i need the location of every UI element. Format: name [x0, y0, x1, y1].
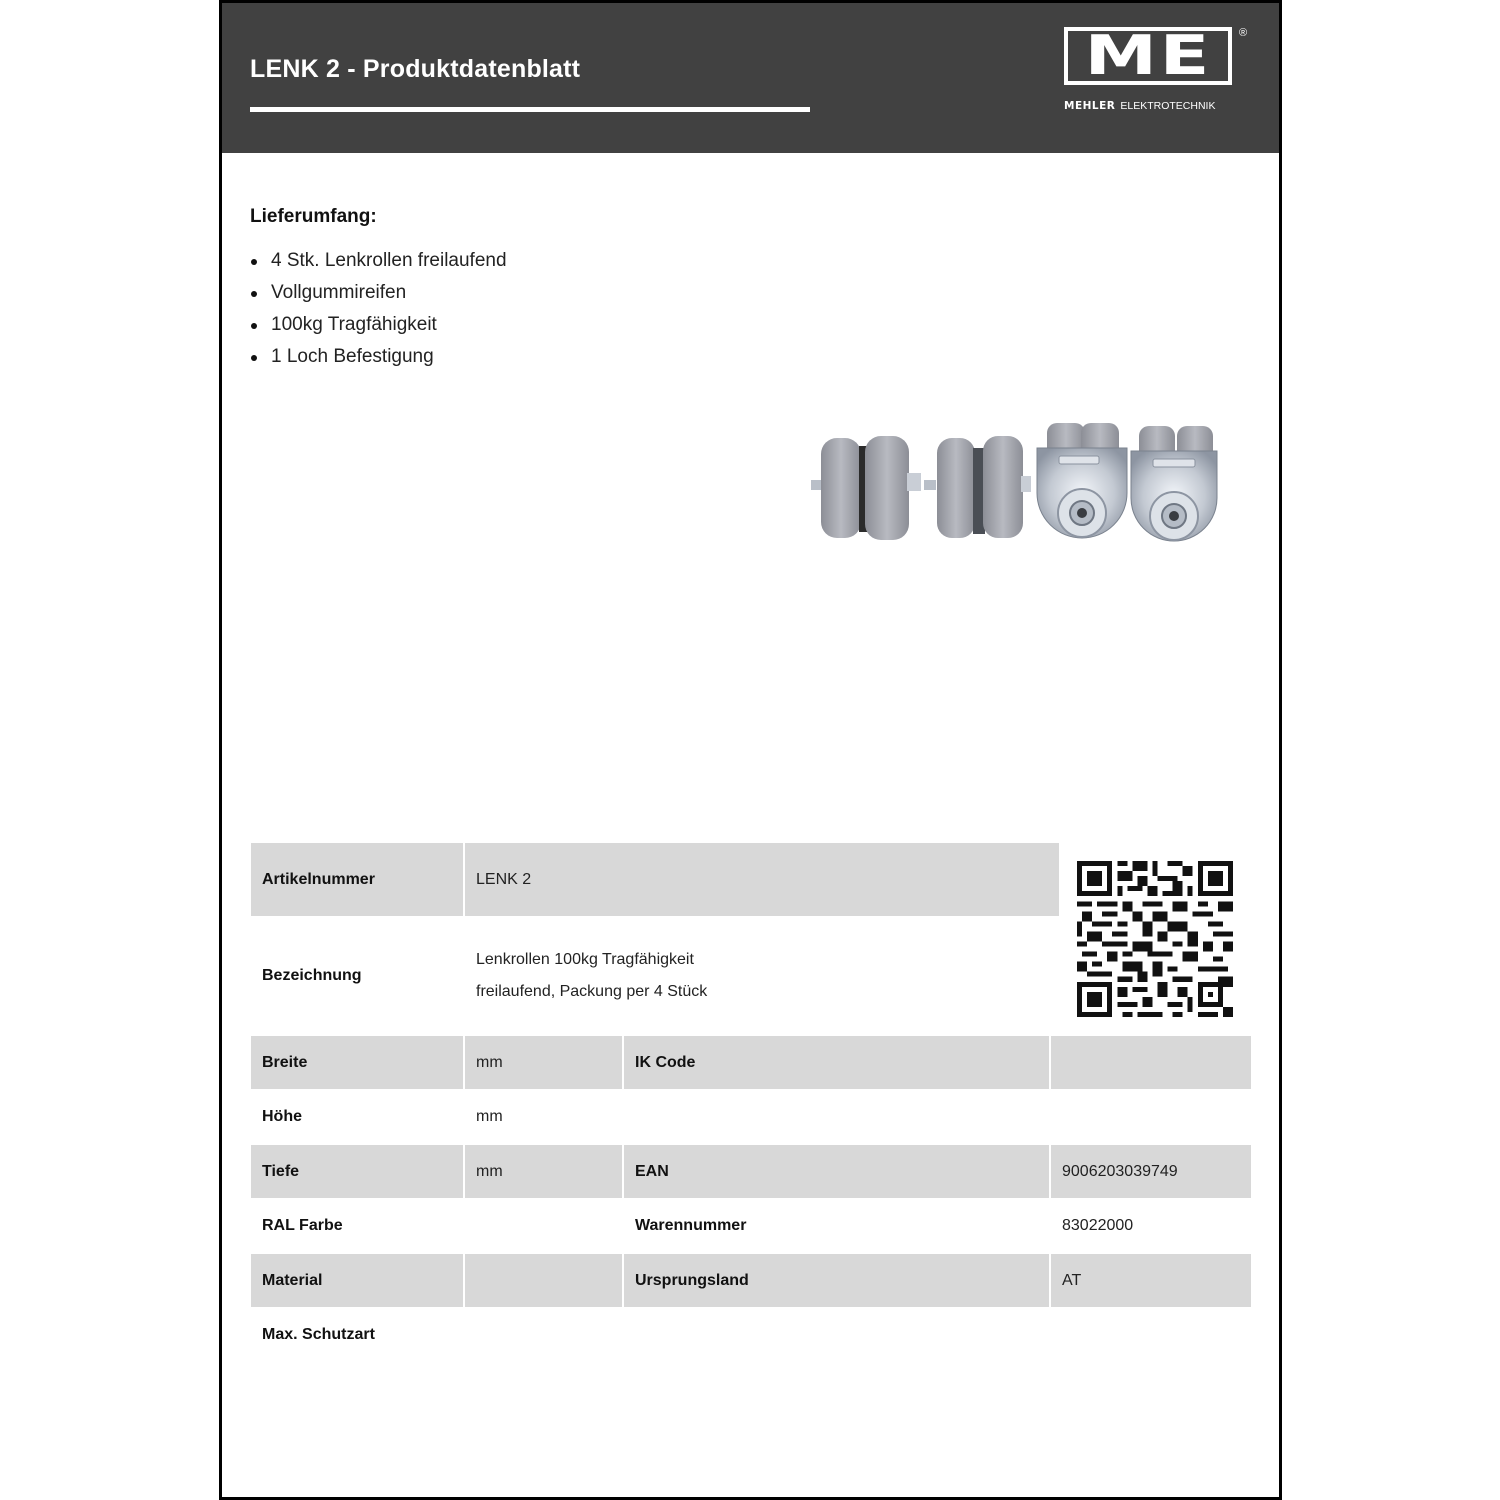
spec-value: mm [465, 1145, 622, 1198]
registered-mark: ® [1239, 27, 1248, 39]
bezeichnung-line-2: freilaufend, Packung per 4 Stück [476, 983, 708, 1000]
spec-row-schutzart [251, 1307, 1251, 1363]
spec-value: 83022000 [1062, 1217, 1134, 1234]
spec-value: mm [476, 1108, 503, 1125]
spec-label: Höhe [262, 1108, 302, 1125]
qr-code[interactable] [1077, 861, 1233, 1017]
product-image [809, 418, 1219, 553]
spec-value: AT [1051, 1254, 1251, 1307]
spec-value [465, 916, 1059, 1036]
title-underline [250, 107, 810, 112]
spec-row-tiefe [251, 1145, 1251, 1198]
brand-light: ELEKTROTECHNIK [1120, 100, 1216, 112]
spec-value [465, 1198, 622, 1254]
spec-row-bezeichnung [251, 916, 1087, 1036]
brand-bold: MEHLER [1064, 100, 1116, 112]
spec-label: Breite [251, 1036, 463, 1089]
scope-item: 4 Stk. Lenkrollen freilaufend [250, 249, 507, 281]
spec-value [1051, 1036, 1251, 1089]
page-title: LENK 2 - Produktdatenblatt [250, 55, 581, 83]
spec-row-material [251, 1254, 1251, 1307]
spec-value [465, 1307, 622, 1363]
spec-value: mm [465, 1036, 622, 1089]
spec-empty [624, 1089, 1049, 1145]
spec-label: Bezeichnung [262, 967, 362, 984]
logo-box [1064, 24, 1232, 87]
logo-brand-text [1064, 100, 1215, 112]
spec-label: IK Code [624, 1036, 1049, 1089]
spec-value: 9006203039749 [1051, 1145, 1251, 1198]
spec-label: RAL Farbe [262, 1217, 343, 1234]
spec-row-ral [251, 1198, 1251, 1254]
scope-heading: Lieferumfang: [250, 206, 377, 227]
scope-list [250, 249, 507, 377]
spec-row-breite [251, 1036, 1251, 1089]
datasheet-page [219, 0, 1282, 1500]
spec-row-artikelnummer [251, 843, 1087, 916]
spec-value [465, 1254, 622, 1307]
scope-item: 1 Loch Befestigung [250, 345, 507, 377]
spec-label: Tiefe [251, 1145, 463, 1198]
spec-label: EAN [624, 1145, 1049, 1198]
spec-label: Warennummer [635, 1217, 747, 1234]
scope-item: 100kg Tragfähigkeit [250, 313, 507, 345]
spec-label: Material [251, 1254, 463, 1307]
spec-empty [1051, 1089, 1251, 1145]
spec-value: LENK 2 [465, 843, 1059, 916]
mehler-logo [1064, 24, 1264, 117]
spec-label: Ursprungsland [624, 1254, 1049, 1307]
spec-row-hoehe [251, 1089, 1251, 1145]
spec-label: Artikelnummer [251, 843, 463, 916]
bezeichnung-line-1: Lenkrollen 100kg Tragfähigkeit [476, 951, 694, 968]
scope-item: Vollgummireifen [250, 281, 507, 313]
logo-letters: ME [1084, 24, 1212, 87]
spec-label: Max. Schutzart [262, 1326, 375, 1343]
header-bar [222, 3, 1279, 153]
